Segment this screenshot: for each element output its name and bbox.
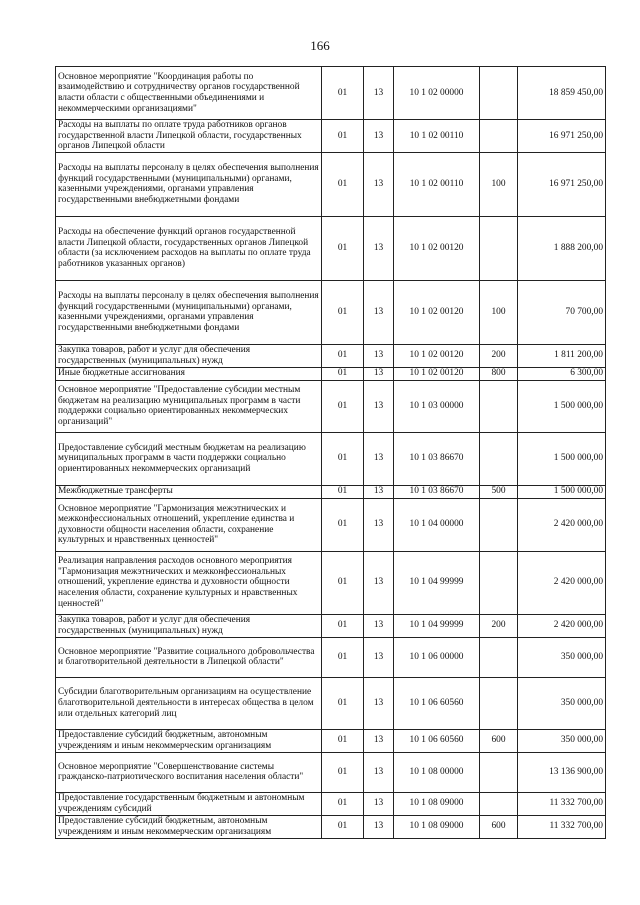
row-expense-type: 100 <box>480 152 518 216</box>
row-amount: 18 859 450,00 <box>518 67 606 120</box>
row-amount: 2 420 000,00 <box>518 498 606 551</box>
row-target-article: 10 1 08 09000 <box>394 792 480 815</box>
table-row <box>56 637 606 677</box>
row-section: 01 <box>322 152 364 216</box>
row-name: Предоставление субсидий местным бюджетам на реализацию муниципальных программ в части поддержки социально ориентированных некоммерческих организаций <box>56 432 322 485</box>
row-target-article: 10 1 02 00120 <box>394 344 480 367</box>
row-name: Предоставление субсидий бюджетным, автономным учреждениям и иным некоммерческим организациям <box>56 815 322 838</box>
row-subsection: 13 <box>364 637 394 677</box>
row-section: 01 <box>322 752 364 792</box>
row-expense-type: 200 <box>480 614 518 637</box>
row-target-article: 10 1 04 00000 <box>394 498 480 551</box>
row-subsection: 13 <box>364 380 394 432</box>
table-row <box>56 551 606 614</box>
row-section: 01 <box>322 792 364 815</box>
row-subsection: 13 <box>364 551 394 614</box>
row-amount: 350 000,00 <box>518 637 606 677</box>
table-row <box>56 152 606 216</box>
row-section: 01 <box>322 498 364 551</box>
row-name: Реализация направления расходов основного мероприятия "Гармонизация межэтнических и межконфессиональных отношений, укрепление единства и духовности общности населения области, сохранение культурных и нравственных ценностей" <box>56 551 322 614</box>
row-amount: 16 971 250,00 <box>518 120 606 153</box>
budget-table <box>55 66 606 839</box>
row-subsection: 13 <box>364 120 394 153</box>
table-row <box>56 498 606 551</box>
row-name: Расходы на выплаты персоналу в целях обеспечения выполнения функций государственными (муниципальными) органами, казенными учреждениями, органами управления государственными внебюджетными фондами <box>56 152 322 216</box>
row-name: Основное мероприятие "Предоставление субсидии местным бюджетам на реализацию муниципальных программ в части поддержки социально ориентированных некоммерческих организаций" <box>56 380 322 432</box>
row-amount: 6 300,00 <box>518 367 606 380</box>
row-amount: 11 332 700,00 <box>518 815 606 838</box>
page-number: 166 <box>310 38 330 53</box>
row-name: Закупка товаров, работ и услуг для обеспечения государственных (муниципальных) нужд <box>56 614 322 637</box>
row-section: 01 <box>322 344 364 367</box>
row-subsection: 13 <box>364 280 394 344</box>
row-target-article: 10 1 06 00000 <box>394 637 480 677</box>
row-target-article: 10 1 02 00110 <box>394 120 480 153</box>
row-target-article: 10 1 02 00120 <box>394 216 480 280</box>
table-row <box>56 729 606 752</box>
row-amount: 70 700,00 <box>518 280 606 344</box>
row-section: 01 <box>322 551 364 614</box>
row-name: Расходы на выплаты персоналу в целях обеспечения выполнения функций государственными (муниципальными) органами, казенными учреждениями, органами управления государственными внебюджетными фондами <box>56 280 322 344</box>
row-subsection: 13 <box>364 485 394 498</box>
row-target-article: 10 1 04 99999 <box>394 614 480 637</box>
row-subsection: 13 <box>364 432 394 485</box>
row-subsection: 13 <box>364 815 394 838</box>
row-target-article: 10 1 02 00120 <box>394 280 480 344</box>
row-amount: 13 136 900,00 <box>518 752 606 792</box>
row-target-article: 10 1 02 00000 <box>394 67 480 120</box>
row-section: 01 <box>322 67 364 120</box>
table-row <box>56 614 606 637</box>
row-amount: 350 000,00 <box>518 677 606 729</box>
row-subsection: 13 <box>364 216 394 280</box>
row-expense-type <box>480 380 518 432</box>
row-amount: 1 811 200,00 <box>518 344 606 367</box>
row-amount: 11 332 700,00 <box>518 792 606 815</box>
row-section: 01 <box>322 367 364 380</box>
row-expense-type: 600 <box>480 729 518 752</box>
row-amount: 1 500 000,00 <box>518 432 606 485</box>
row-target-article: 10 1 02 00110 <box>394 152 480 216</box>
table-row <box>56 367 606 380</box>
row-expense-type <box>480 120 518 153</box>
row-expense-type: 800 <box>480 367 518 380</box>
row-expense-type: 200 <box>480 344 518 367</box>
row-target-article: 10 1 06 60560 <box>394 677 480 729</box>
table-row <box>56 344 606 367</box>
row-name: Основное мероприятие "Развитие социального добровольчества и благотворительной деятельности в Липецкой области" <box>56 637 322 677</box>
table-row <box>56 432 606 485</box>
row-target-article: 10 1 03 86670 <box>394 485 480 498</box>
table-row <box>56 67 606 120</box>
row-name: Основное мероприятие "Совершенствование системы гражданско-патриотического воспитания населения области" <box>56 752 322 792</box>
row-section: 01 <box>322 216 364 280</box>
row-section: 01 <box>322 280 364 344</box>
row-expense-type <box>480 432 518 485</box>
row-subsection: 13 <box>364 367 394 380</box>
row-amount: 2 420 000,00 <box>518 614 606 637</box>
row-amount: 1 500 000,00 <box>518 485 606 498</box>
row-amount: 16 971 250,00 <box>518 152 606 216</box>
row-expense-type <box>480 792 518 815</box>
row-target-article: 10 1 03 86670 <box>394 432 480 485</box>
table-row <box>56 815 606 838</box>
row-subsection: 13 <box>364 152 394 216</box>
row-section: 01 <box>322 637 364 677</box>
table-row <box>56 280 606 344</box>
table-row <box>56 752 606 792</box>
row-target-article: 10 1 03 00000 <box>394 380 480 432</box>
row-expense-type <box>480 551 518 614</box>
row-subsection: 13 <box>364 614 394 637</box>
row-expense-type: 500 <box>480 485 518 498</box>
row-section: 01 <box>322 677 364 729</box>
row-subsection: 13 <box>364 729 394 752</box>
row-subsection: 13 <box>364 677 394 729</box>
row-target-article: 10 1 04 99999 <box>394 551 480 614</box>
row-amount: 350 000,00 <box>518 729 606 752</box>
row-subsection: 13 <box>364 792 394 815</box>
row-expense-type: 600 <box>480 815 518 838</box>
row-expense-type <box>480 216 518 280</box>
row-name: Расходы на обеспечение функций органов государственной власти Липецкой области, государственных органов Липецкой области (за исключением расходов на выплаты по оплате труда работников указанных органов) <box>56 216 322 280</box>
row-name: Субсидии благотворительным организациям на осуществление благотворительной деятельности в интересах общества в целом или отдельных категорий лиц <box>56 677 322 729</box>
row-expense-type <box>480 752 518 792</box>
row-subsection: 13 <box>364 67 394 120</box>
row-name: Основное мероприятие "Гармонизация межэтнических и межконфессиональных отношений, укрепление единства и духовности общности населения области, сохранение культурных и нравственных ценностей" <box>56 498 322 551</box>
row-amount: 2 420 000,00 <box>518 551 606 614</box>
row-target-article: 10 1 08 00000 <box>394 752 480 792</box>
row-subsection: 13 <box>364 344 394 367</box>
row-target-article: 10 1 08 09000 <box>394 815 480 838</box>
table-row <box>56 485 606 498</box>
row-section: 01 <box>322 120 364 153</box>
table-row <box>56 216 606 280</box>
row-section: 01 <box>322 729 364 752</box>
row-section: 01 <box>322 485 364 498</box>
row-target-article: 10 1 02 00120 <box>394 367 480 380</box>
row-section: 01 <box>322 614 364 637</box>
table-row <box>56 120 606 153</box>
table-row <box>56 677 606 729</box>
row-name: Предоставление субсидий бюджетным, автономным учреждениям и иным некоммерческим организациям <box>56 729 322 752</box>
table-row <box>56 380 606 432</box>
row-expense-type <box>480 677 518 729</box>
row-name: Иные бюджетные ассигнования <box>56 367 322 380</box>
row-expense-type <box>480 637 518 677</box>
row-section: 01 <box>322 815 364 838</box>
row-subsection: 13 <box>364 498 394 551</box>
row-name: Расходы на выплаты по оплате труда работников органов государственной власти Липецкой области, государственных органов Липецкой области <box>56 120 322 153</box>
row-section: 01 <box>322 432 364 485</box>
row-subsection: 13 <box>364 752 394 792</box>
row-expense-type: 100 <box>480 280 518 344</box>
row-name: Основное мероприятие "Координация работы по взаимодействию и сотрудничеству органов государственной власти области с общественными объединениями и некоммерческими организациями" <box>56 67 322 120</box>
row-name: Межбюджетные трансферты <box>56 485 322 498</box>
row-target-article: 10 1 06 60560 <box>394 729 480 752</box>
row-amount: 1 888 200,00 <box>518 216 606 280</box>
row-section: 01 <box>322 380 364 432</box>
table-row <box>56 792 606 815</box>
row-expense-type <box>480 67 518 120</box>
row-amount: 1 500 000,00 <box>518 380 606 432</box>
row-expense-type <box>480 498 518 551</box>
row-name: Закупка товаров, работ и услуг для обеспечения государственных (муниципальных) нужд <box>56 344 322 367</box>
row-name: Предоставление государственным бюджетным и автономным учреждениям субсидий <box>56 792 322 815</box>
